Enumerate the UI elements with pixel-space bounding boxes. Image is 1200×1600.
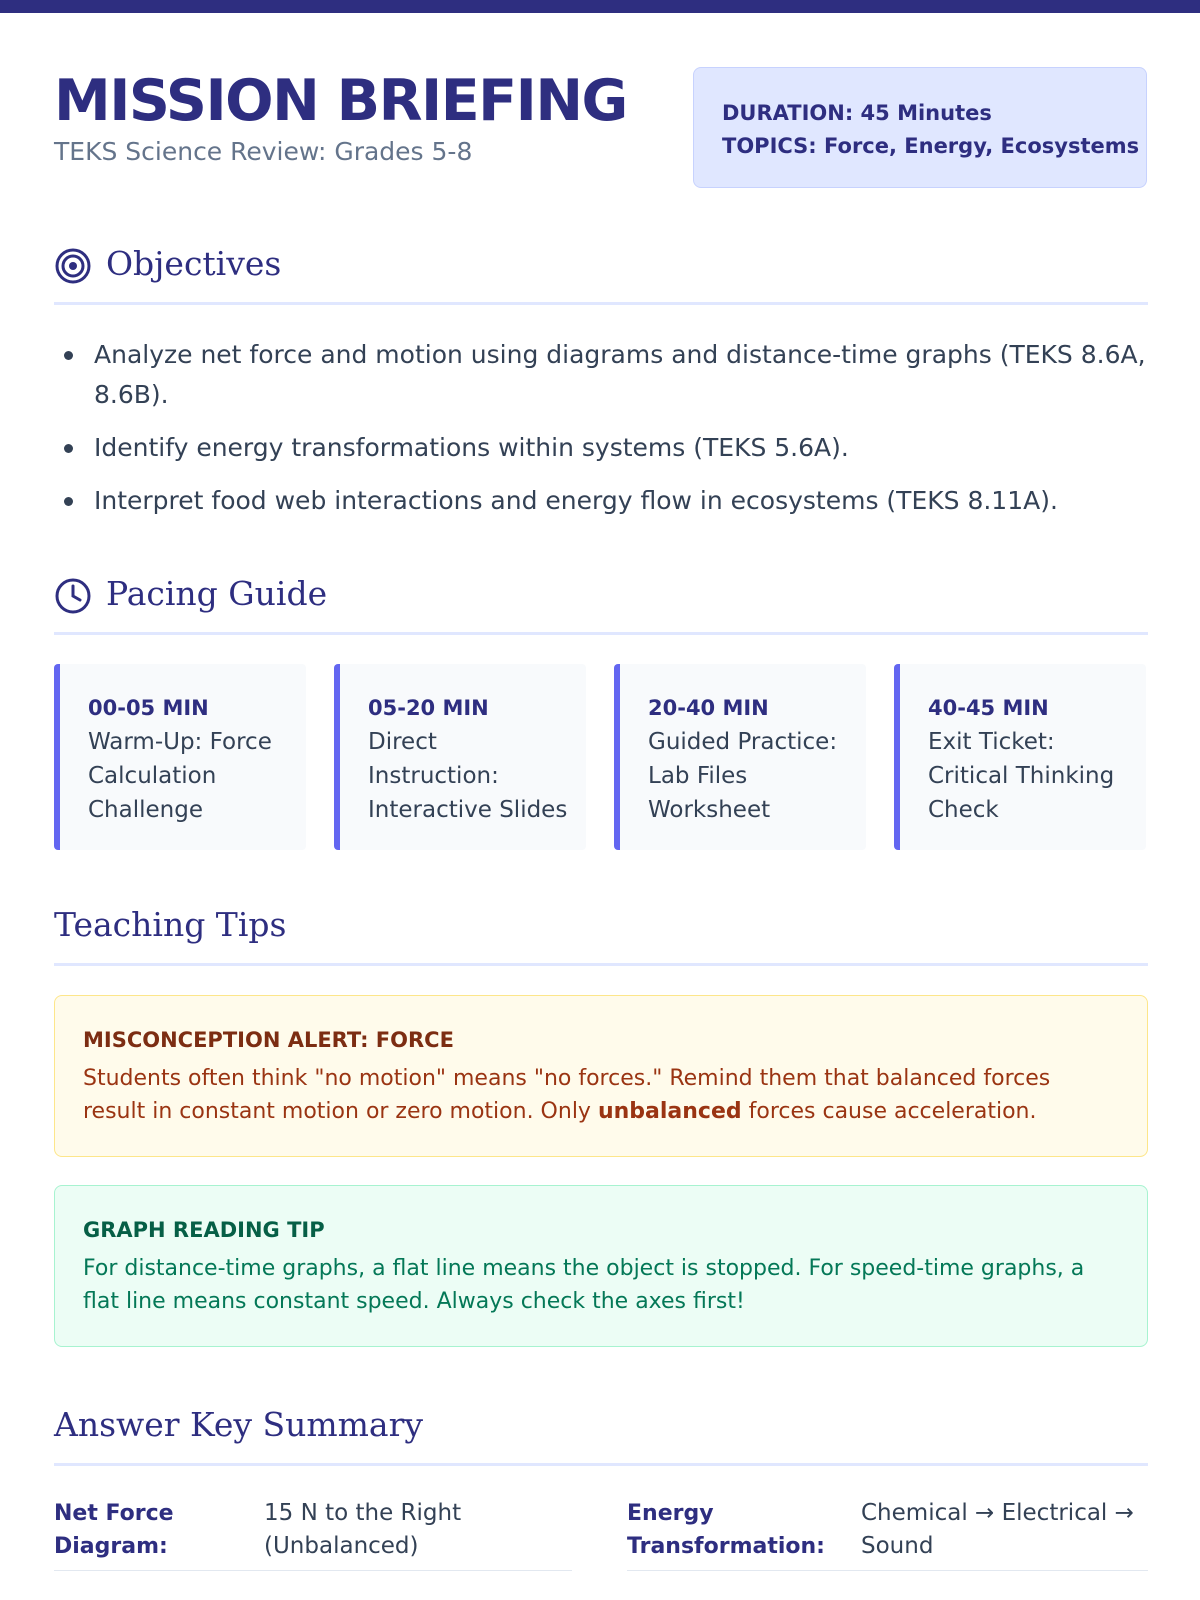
pacing-desc: Warm-Up: Force Calculation Challenge [88,729,272,823]
pacing-time: 00-05 MIN [88,696,209,720]
list-item [54,428,1148,468]
pacing-block [334,664,586,850]
bullet [64,444,73,453]
tips-title: Teaching Tips [54,905,287,944]
pacing-blocks [54,664,1148,850]
graph-tip-body: For distance-time graphs, a flat line means the object is stopped. For speed-time graphs, a flat line means constant speed. Always check the axes first! [83,1256,1085,1314]
pacing-title: Pacing Guide [106,574,328,613]
answer-key-title: Answer Key Summary [54,1405,424,1444]
objective-text: Analyze net force and motion using diagrams and distance-time graphs (TEKS 8.6A, 8.6B). [94,340,1146,409]
graph-tip [54,1185,1148,1347]
top-accent-bar [0,0,1200,13]
answer-label: Net Force Diagram: [54,1501,174,1559]
answer-value: Chemical → Electrical → Sound [861,1500,1134,1559]
bullet [64,497,73,506]
answer-row [54,1497,572,1571]
tips-heading [54,905,1148,966]
pacing-desc: Direct Instruction: Interactive Slides [368,729,568,823]
objective-text: Identify energy transformations within systems (TEKS 5.6A). [94,433,849,462]
bullet [64,351,73,360]
misconception-title: MISCONCEPTION ALERT: FORCE [83,1028,454,1052]
list-item [54,481,1148,521]
pacing-time: 20-40 MIN [648,696,769,720]
objectives-heading [54,244,1148,305]
list-item [54,335,1148,415]
pacing-block [54,664,306,850]
misconception-body [83,1062,1119,1128]
objective-text: Interpret food web interactions and energy flow in ecosystems (TEKS 8.11A). [94,486,1058,515]
pacing-block [614,664,866,850]
pacing-desc: Exit Ticket: Critical Thinking Check [928,729,1115,823]
misconception-emphasis: unbalanced [597,1099,742,1124]
clock-icon [54,577,92,615]
target-icon [54,247,92,285]
pacing-heading [54,574,1148,635]
pacing-time: 05-20 MIN [368,696,489,720]
graph-tip-title: GRAPH READING TIP [83,1218,325,1242]
page-title: MISSION BRIEFING [54,68,627,134]
info-box [693,67,1147,188]
answer-value: 15 N to the Right (Unbalanced) [264,1500,462,1559]
pacing-block [894,664,1146,850]
objectives-list [54,335,1148,534]
pacing-time: 40-45 MIN [928,696,1049,720]
topics-label: TOPICS: Force, Energy, Ecosystems [722,134,1140,158]
pacing-desc: Guided Practice: Lab Files Worksheet [648,729,838,823]
page-subtitle: TEKS Science Review: Grades 5-8 [54,137,473,166]
objectives-title: Objectives [106,244,282,283]
answer-row [627,1497,1148,1571]
misconception-text: Students often think "no motion" means "no forces." Remind them that balanced forces result in constant motion or zero motion. Only [83,1066,1051,1124]
duration-label: DURATION: 45 Minutes [722,101,992,125]
answer-key-heading [54,1405,1148,1466]
misconception-alert [54,995,1148,1157]
misconception-text-end: forces cause acceleration. [741,1099,1037,1124]
answer-label: Energy Transformation: [627,1501,825,1559]
